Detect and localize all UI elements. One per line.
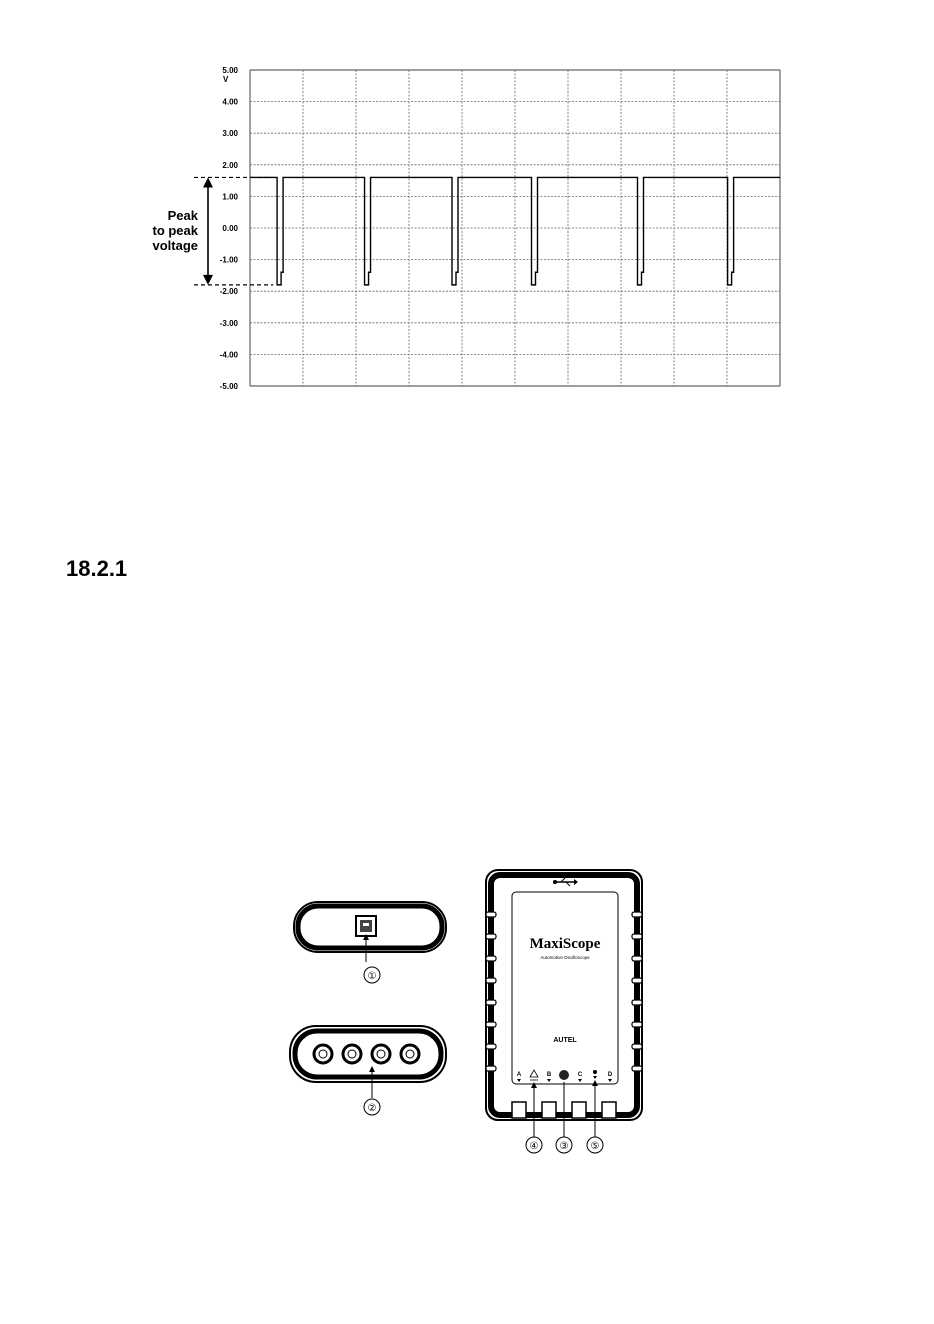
grip-ridge (486, 1066, 496, 1071)
device-bottom-view (290, 1026, 446, 1115)
grip-ridge (632, 956, 642, 961)
callout-2: ② (367, 1103, 377, 1114)
y-axis-unit: V (223, 75, 229, 84)
channel-label-b: B (546, 1072, 552, 1078)
callout-5: ⑤ (590, 1141, 600, 1152)
y-tick-label: 2.00 (222, 160, 238, 170)
ground-icon (593, 1070, 597, 1074)
maker-logo: AUTEL (553, 1037, 577, 1044)
grip-ridge (632, 912, 642, 917)
grip-ridge (486, 978, 496, 983)
usb-port-icon (356, 916, 376, 936)
grip-ridge (632, 1066, 642, 1071)
channel-label-d: D (607, 1072, 613, 1078)
oscilloscope-chart (130, 60, 790, 400)
y-tick-label: 5.00 (222, 66, 238, 75)
y-tick-label: -3.00 (219, 318, 238, 328)
brand-name: MaxiScope (529, 936, 601, 952)
grip-ridge (486, 912, 496, 917)
grip-ridge (632, 1022, 642, 1027)
grip-ridge (486, 1022, 496, 1027)
y-tick-label: -2.00 (219, 287, 238, 297)
y-tick-label: -5.00 (219, 382, 238, 391)
arrow-down-icon (203, 275, 213, 285)
grip-ridge (632, 978, 642, 983)
y-axis-ticks (220, 66, 239, 391)
arrow-up-icon (203, 177, 213, 187)
y-tick-label: 4.00 (222, 97, 238, 107)
y-tick-label: -1.00 (219, 255, 238, 265)
grip-ridge (486, 956, 496, 961)
chart-grid (250, 70, 780, 386)
peak-to-peak-annotation (152, 177, 273, 284)
peak-to-peak-label-line: Peak (167, 208, 198, 224)
callout-4: ④ (529, 1141, 539, 1152)
grip-ridge (486, 1000, 496, 1005)
grip-ridge (486, 1044, 496, 1049)
y-tick-label: 3.00 (222, 129, 238, 139)
grip-ridge (486, 934, 496, 939)
y-tick-label: 0.00 (222, 224, 238, 233)
device-top-view (294, 902, 446, 983)
grip-ridge (632, 1044, 642, 1049)
power-led-icon (559, 1070, 569, 1080)
grip-ridge (632, 1000, 642, 1005)
peak-to-peak-label-line: voltage (152, 238, 198, 254)
callout-1: ① (367, 971, 377, 982)
channel-label-a: A (516, 1072, 522, 1078)
maxiscope-device-figure (280, 862, 660, 1162)
channel-label-c: C (577, 1072, 583, 1078)
device-front-view (486, 870, 642, 1153)
section-number-heading: 18.2.1 (66, 556, 128, 581)
callout-3: ③ (559, 1141, 569, 1152)
peak-to-peak-label-line: to peak (152, 223, 198, 239)
y-tick-label: 1.00 (222, 192, 238, 202)
y-tick-label: -4.00 (219, 350, 238, 360)
grip-ridge (632, 934, 642, 939)
brand-subtitle: Automotive Oscilloscope (540, 955, 590, 960)
